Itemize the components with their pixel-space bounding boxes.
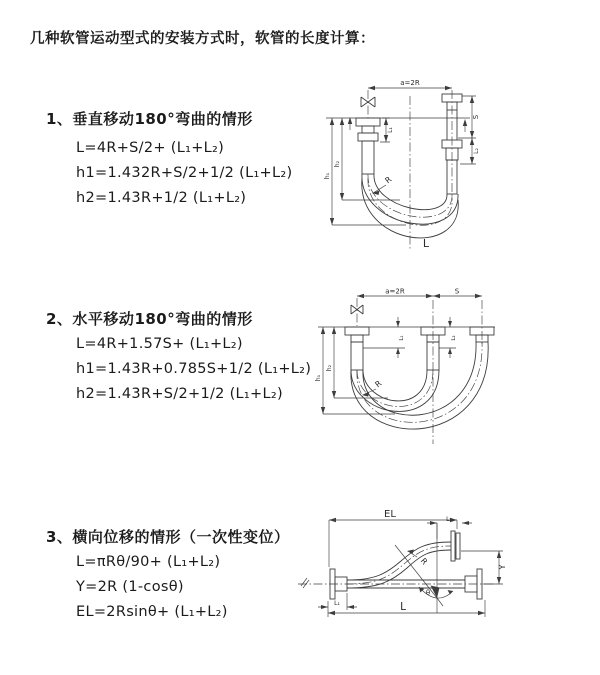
formula-el: EL=2Rsinθ+ (L₁+L₂) <box>76 604 228 620</box>
dim-label-a2r: a=2R <box>385 287 405 296</box>
dim-label-a2r: a=2R <box>400 79 420 87</box>
formula-h1: h1=1.43R+0.785S+1/2 (L₁+L₂) <box>76 361 312 377</box>
dim-label-length: L <box>422 237 430 250</box>
braided-hose-section <box>362 141 374 174</box>
radius-callout <box>372 175 394 195</box>
section-2-formulas <box>76 332 311 407</box>
dimension-el <box>329 509 457 567</box>
pipe-break-mark <box>301 578 309 588</box>
dim-label-h1: h₁ <box>315 374 322 382</box>
dimension-h1-h2 <box>324 118 406 225</box>
formula-h2: h2=1.43R+1/2 (L₁+L₂) <box>76 190 247 206</box>
dim-label-r: R <box>373 378 384 390</box>
dim-label-l2: L₂ <box>446 516 452 523</box>
formula-h2: h2=1.43R+S/2+1/2 (L₁+L₂) <box>76 386 283 402</box>
center-lines <box>368 90 452 250</box>
dim-label-l2: L₂ <box>451 335 457 341</box>
dim-label-y: Y <box>498 564 507 570</box>
dimension-l1 <box>380 118 394 142</box>
dimension-a2r-s <box>357 288 482 299</box>
dim-label-r: R <box>383 174 394 186</box>
dim-label-s: S <box>472 114 480 120</box>
curved-hose <box>347 542 451 588</box>
dimension-s-l2 <box>458 96 480 164</box>
upper-flange <box>451 531 460 561</box>
diagram-lateral-displacement <box>295 503 513 628</box>
dim-label-r: R <box>418 556 430 567</box>
dim-label-h2: h₂ <box>334 160 341 168</box>
diagram-vertical-180-bend <box>310 76 600 258</box>
section-1-heading: 1、垂直移动180°弯曲的情形 <box>46 110 253 128</box>
dimension-h1-h2 <box>315 327 395 414</box>
dim-label-l1: L₁ <box>399 335 405 341</box>
section-3-heading: 3、横向位移的情形（一次性变位） <box>46 528 290 546</box>
angle-theta-construction <box>395 523 453 613</box>
hose-u-bend <box>351 342 488 429</box>
braided-hose-section <box>351 342 363 370</box>
movement-arrows <box>348 117 467 132</box>
left-pipe <box>356 118 380 174</box>
formula-length: L=4R+1.57S+ (L₁+L₂) <box>76 336 243 352</box>
section-2-heading: 2、水平移动180°弯曲的情形 <box>46 310 253 328</box>
dimension-a2r <box>368 79 452 90</box>
dim-label-l1: L₁ <box>387 127 394 133</box>
dim-label-el: EL <box>384 509 396 520</box>
dim-label-length: L <box>400 601 406 613</box>
section-1-formulas <box>76 136 292 211</box>
page-title: 几种软管运动型式的安装方式时，软管的长度计算： <box>30 31 375 47</box>
dim-label-l2: L₂ <box>473 148 480 154</box>
dim-label-theta: θ <box>425 589 431 597</box>
dimension-l2 <box>439 317 457 358</box>
section-3-formulas <box>76 550 228 625</box>
dim-label-l1: L₁ <box>334 600 340 607</box>
dimension-y <box>461 551 507 584</box>
formula-length: L=4R+S/2+ (L₁+L₂) <box>76 140 225 156</box>
formula-y: Y=2R (1-cosθ) <box>76 579 184 595</box>
dimension-l1 <box>363 317 405 358</box>
dimension-l2 <box>427 516 472 539</box>
dimension-l1 <box>318 593 357 610</box>
dim-label-h2: h₂ <box>326 364 333 372</box>
formula-h1: h1=1.432R+S/2+1/2 (L₁+L₂) <box>76 165 293 181</box>
dim-label-s: S <box>454 287 460 296</box>
left-pipe <box>345 327 369 370</box>
diagram-horizontal-180-bend <box>310 286 600 458</box>
formula-length: L=πRθ/90+ (L₁+L₂) <box>76 554 221 570</box>
dim-label-h1: h₁ <box>324 172 331 180</box>
dimension-length <box>328 600 485 617</box>
